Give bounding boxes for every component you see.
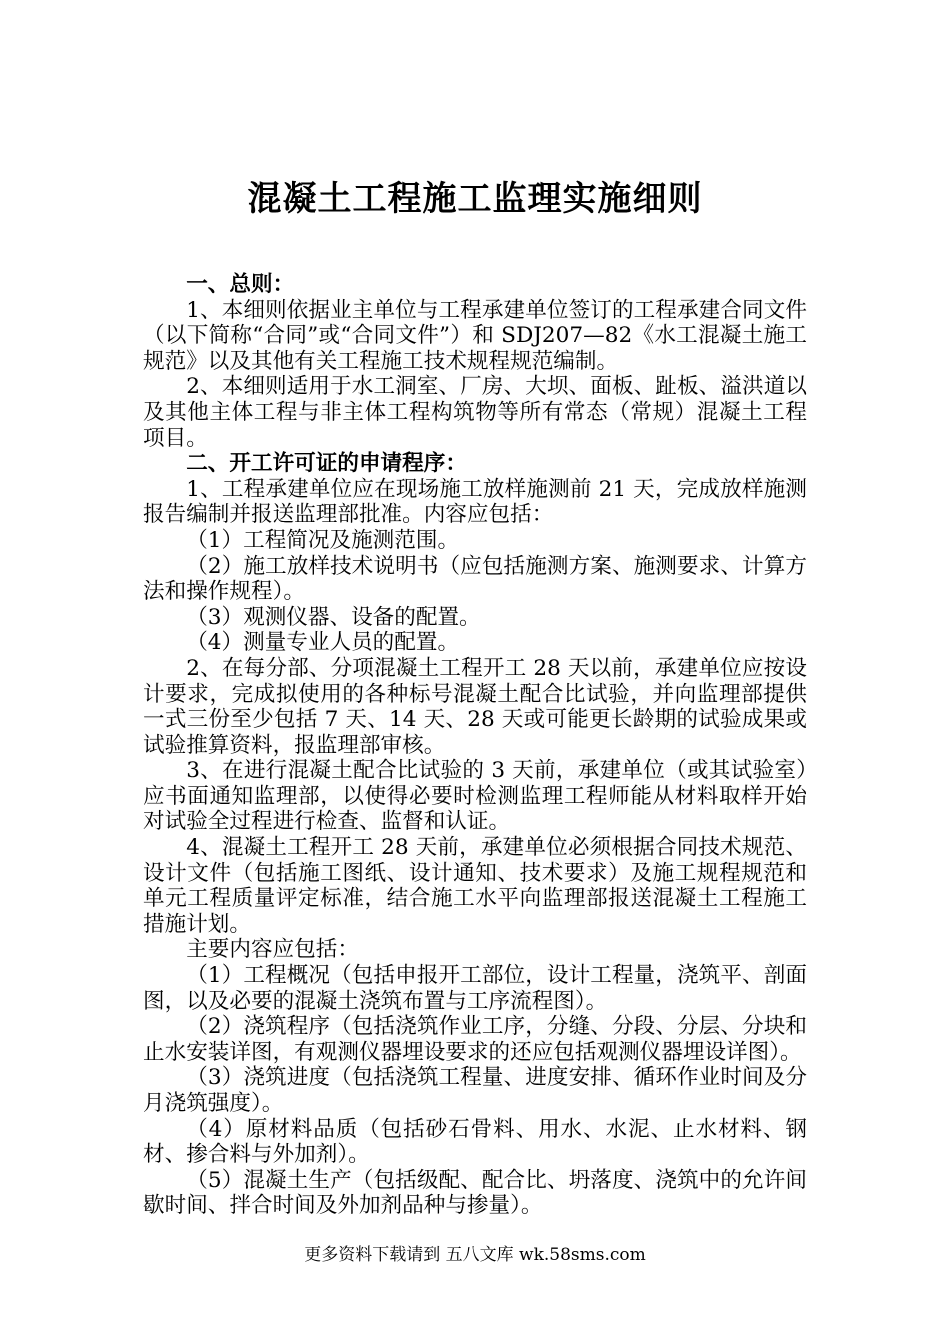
- body-paragraph: 3、在进行混凝土配合比试验的 3 天前，承建单位（或其试验室）应书面通知监理部，以使得必要时检测监理工程师能从材料取样开始对试验全过程进行检查、监督和认证。: [143, 758, 807, 835]
- section-heading: 一、总则：: [186, 272, 295, 297]
- list-item: （5）混凝土生产（包括级配、配合比、坍落度、浇筑中的允许间歇时间、拌合时间及外加剂品种与掺量）。: [143, 1167, 807, 1219]
- body-paragraph: 2、本细则适用于水工洞室、厂房、大坝、面板、趾板、溢洪道以及其他主体工程与非主体工程构筑物等所有常态（常规）混凝土工程项目。: [143, 374, 807, 451]
- body-paragraph: 1、本细则依据业主单位与工程承建单位签订的工程承建合同文件（以下简称“合同”或“合同文件”）和 SDJ207—82《水工混凝土施工规范》以及其他有关工程施工技术规程规范编制。: [143, 297, 807, 374]
- body-paragraph: 2、在每分部、分项混凝土工程开工 28 天以前，承建单位应按设计要求，完成拟使用的各种标号混凝土配合比试验，并向监理部提供一式三份至少包括 7 天、14 天、28 天或可能更长龄期的试验成果或试验推算资料，报监理部审核。: [143, 655, 807, 758]
- list-item: （1）工程概况（包括申报开工部位，设计工程量，浇筑平、剖面图，以及必要的混凝土浇筑布置与工序流程图）。: [143, 963, 807, 1014]
- document-title: 混凝土工程施工监理实施细则: [247, 179, 703, 219]
- list-item: （3）观测仪器、设备的配置。: [186, 604, 481, 630]
- section-heading: 二、开工许可证的申请程序：: [186, 451, 467, 477]
- list-item: （2）浇筑程序（包括浇筑作业工序，分缝、分段、分层、分块和止水安装详图，有观测仪器埋设要求的还应包括观测仪器埋设详图）。: [143, 1014, 807, 1065]
- list-item: （1）工程简况及施测范围。: [186, 527, 460, 553]
- page-footer: 更多资料下载请到 五八文库 wk.58sms.com: [304, 1245, 646, 1265]
- list-item: （4）测量专业人员的配置。: [186, 630, 460, 656]
- body-paragraph: 4、混凝土工程开工 28 天前，承建单位必须根据合同技术规范、设计文件（包括施工图纸、设计通知、技术要求）及施工规程规范和单元工程质量评定标准，结合施工水平向监理部报送混凝土工程施工措施计划。: [143, 835, 807, 937]
- list-item: （3）浇筑进度（包括浇筑工程量、进度安排、循环作业时间及分月浇筑强度）。: [143, 1065, 807, 1116]
- list-item: （2）施工放样技术说明书（应包括施测方案、施测要求、计算方法和操作规程）。: [143, 553, 807, 605]
- body-paragraph: 主要内容应包括：: [186, 937, 359, 963]
- list-item: （4）原材料品质（包括砂石骨料、用水、水泥、止水材料、钢材、掺合料与外加剂）。: [143, 1116, 807, 1168]
- body-paragraph: 1、工程承建单位应在现场施工放样施测前 21 天，完成放样施测报告编制并报送监理部批准。内容应包括：: [143, 476, 807, 528]
- document-body: [143, 272, 807, 1219]
